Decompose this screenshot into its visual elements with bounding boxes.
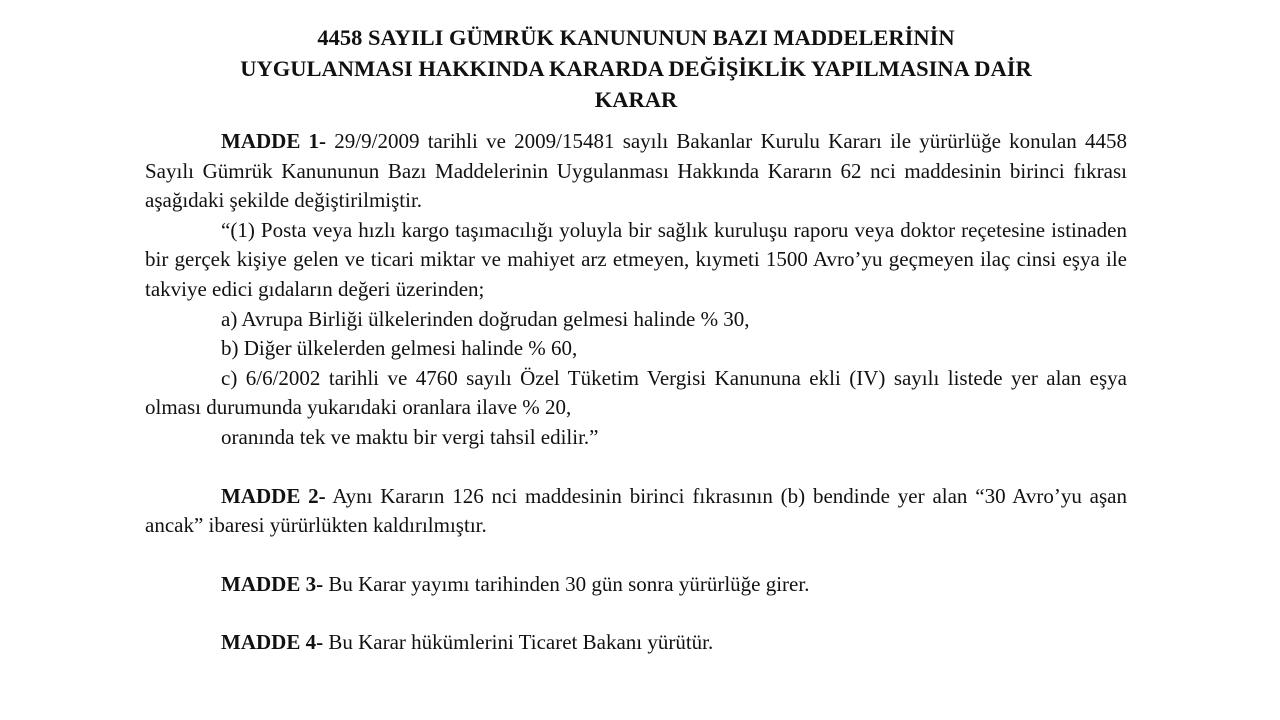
- article-4: [145, 628, 1127, 658]
- article-4-text: Bu Karar hükümlerini Ticaret Bakanı yürütür.: [328, 630, 714, 655]
- article-1-item-a: a) Avrupa Birliği ülkelerinden doğrudan gelmesi halinde % 30,: [221, 306, 750, 331]
- article-1-heading: MADDE 1-: [221, 129, 327, 153]
- article-2-paragraph: [145, 482, 1127, 541]
- article-4-heading: MADDE 4-: [221, 630, 324, 655]
- title-line-2: UYGULANMASI HAKKINDA KARARDA DEĞİŞİKLİK YAPILMASINA DAİR: [240, 56, 1032, 81]
- article-1: [145, 127, 1127, 453]
- article-3-heading: MADDE 3-: [221, 571, 324, 596]
- article-1-text: 29/9/2009 tarihli ve 2009/15481 sayılı Bakanlar Kurulu Kararı ile yürürlüğe konulan 4458 Sayılı Gümrük Kanununun Bazı Maddelerinin Uygulanması Hakkında Kararın 62 nci maddesinin birinci fıkrası aşağıdaki şekilde değiştirilmiştir.: [145, 129, 1127, 213]
- article-1-closing: oranında tek ve maktu bir vergi tahsil edilir.”: [221, 424, 599, 449]
- title-line-3: KARAR: [594, 87, 678, 112]
- article-2-text: Aynı Kararın 126 nci maddesinin birinci fıkrasının (b) bendinde yer alan “30 Avro’yu aşan ancak” ibaresi yürürlükten kaldırılmıştır.: [145, 483, 1127, 538]
- document-title: [145, 22, 1127, 115]
- article-1-item-c: c) 6/6/2002 tarihli ve 4760 sayılı Özel Tüketim Vergisi Kanununa ekli (IV) sayılı listede yer alan eşya olması durumunda yukarıdaki oranlara ilave % 20,: [145, 365, 1127, 420]
- article-2: [145, 482, 1127, 541]
- article-3: [145, 570, 1127, 600]
- article-3-text: Bu Karar yayımı tarihinden 30 gün sonra yürürlüğe girer.: [328, 571, 810, 596]
- document: [145, 22, 1127, 658]
- title-line-1: 4458 SAYILI GÜMRÜK KANUNUNUN BAZI MADDELERİNİN: [317, 25, 955, 50]
- article-1-item-b: b) Diğer ülkelerden gelmesi halinde % 60,: [221, 336, 578, 361]
- article-1-quote: “(1) Posta veya hızlı kargo taşımacılığı yoluyla bir sağlık kuruluşu raporu veya doktor reçetesine istinaden bir gerçek kişiye gelen ve ticari miktar ve mahiyet arz etmeyen, kıymeti 1500 Avro’yu geçmeyen ilaç cinsi eşya ile takviye edici gıdaların değeri üzerinden;: [145, 217, 1127, 301]
- article-1-paragraph: [145, 127, 1127, 216]
- article-3-paragraph: [145, 570, 1127, 600]
- article-2-heading: MADDE 2-: [221, 483, 326, 508]
- article-4-paragraph: [145, 628, 1127, 658]
